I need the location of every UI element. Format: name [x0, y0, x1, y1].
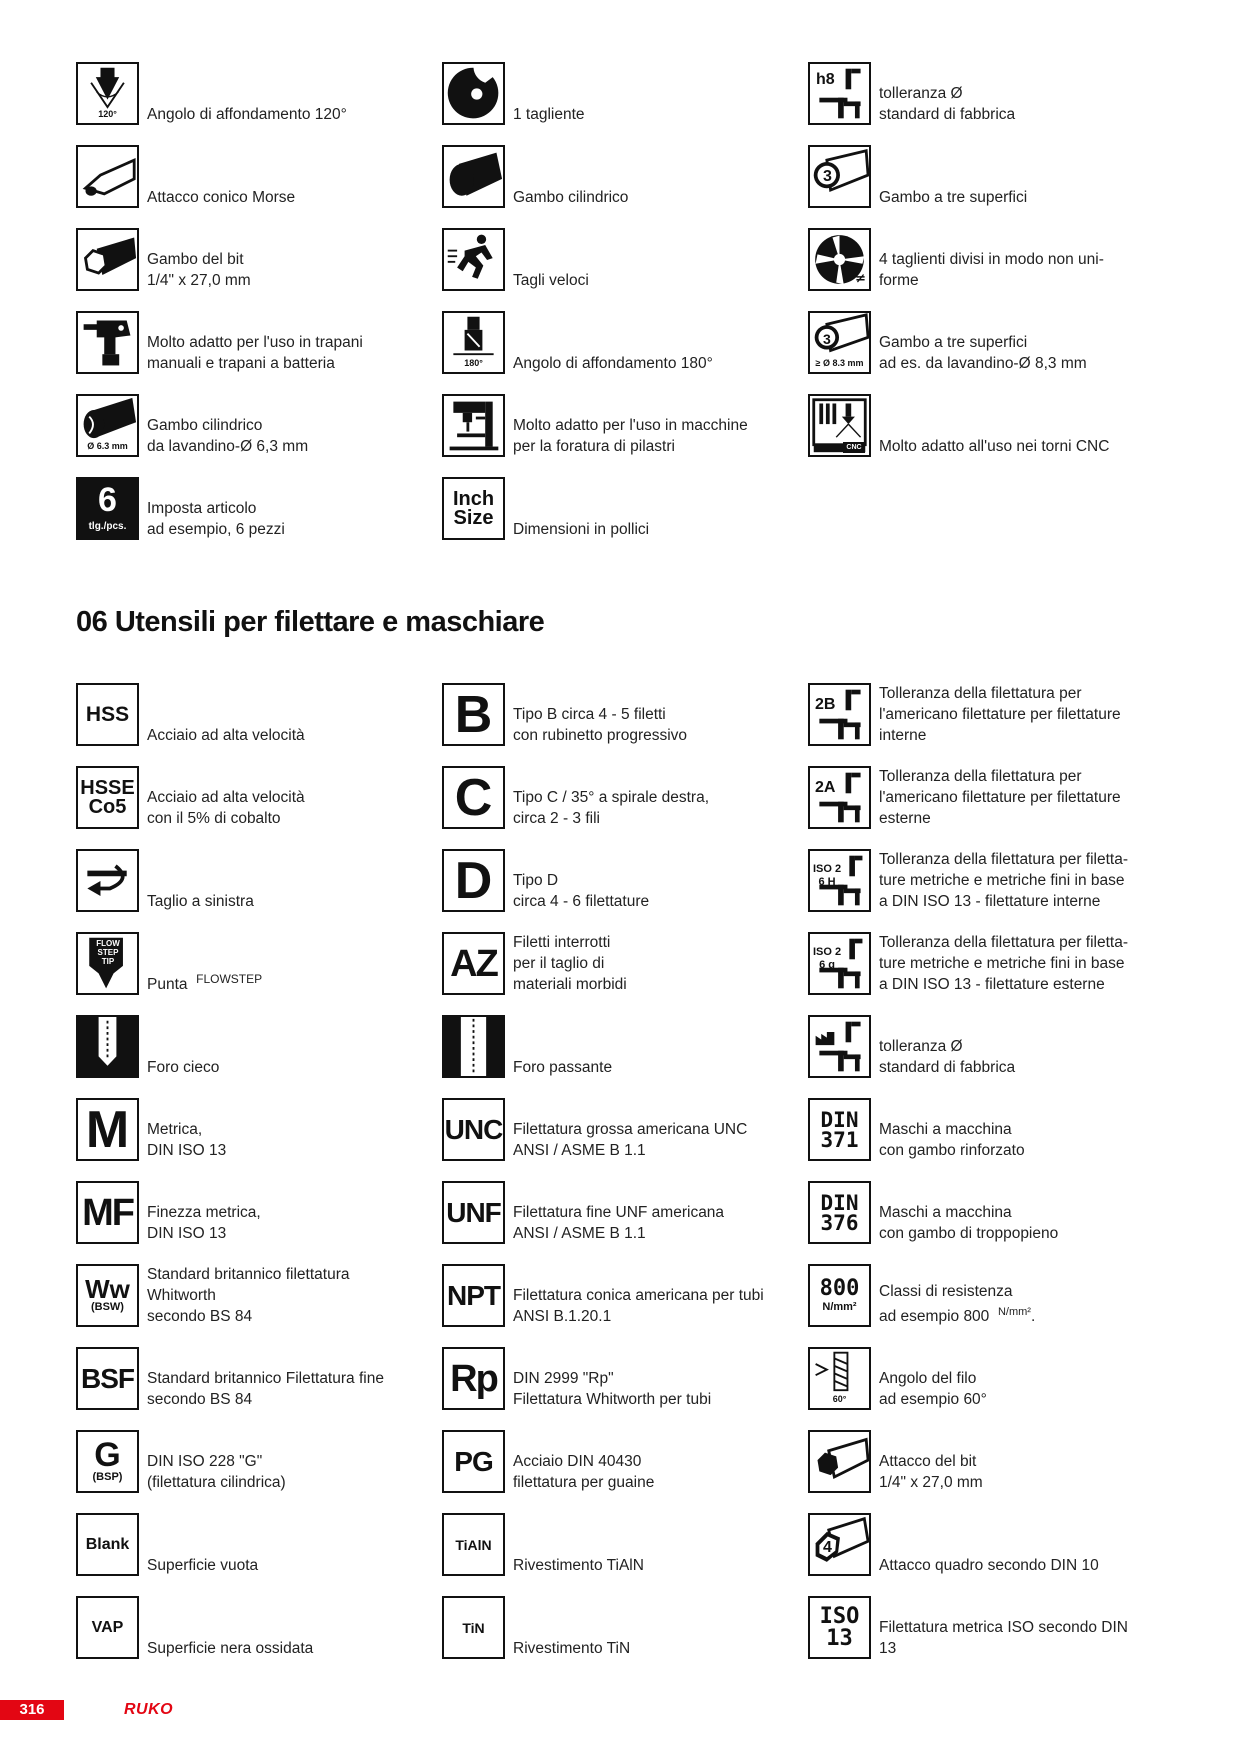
legend-item — [76, 477, 442, 560]
legend-text: Filetti interrotti per il taglio di materiali morbidi — [513, 934, 627, 993]
blank-surface-icon: Blank — [76, 1513, 139, 1576]
strength-800-icon: 800 N/mm² — [808, 1264, 871, 1327]
legend-text: Superficie nera ossidata — [147, 1640, 314, 1657]
countersink-120-icon: 120° — [76, 62, 139, 125]
legend-item — [442, 1596, 808, 1679]
factory-tolerance-icon — [808, 1015, 871, 1078]
legend-item — [76, 766, 442, 849]
thread-angle-60-icon: 60° — [808, 1347, 871, 1410]
metric-m-icon: M — [76, 1098, 139, 1161]
legend-text: Foro passante — [513, 1059, 613, 1076]
unc-icon: UNC — [442, 1098, 505, 1161]
legend-item — [76, 932, 442, 1015]
single-flute-icon — [442, 62, 505, 125]
cordless-drill-icon — [76, 311, 139, 374]
pillar-drill-icon — [442, 394, 505, 457]
legend-item — [808, 1430, 1156, 1513]
legend-item — [808, 683, 1156, 766]
legend-text: Maschi a macchina con gambo rinforzato — [879, 1121, 1025, 1159]
symbol-legend-threading — [76, 683, 1156, 1679]
legend-text: Tipo D circa 4 - 6 filettature — [513, 872, 650, 910]
legend-item — [442, 477, 808, 560]
blind-hole-icon — [76, 1015, 139, 1078]
section-title: 06 Utensili per filettare e maschiare — [76, 606, 545, 638]
legend-text: Gambo a tre superfici ad es. da lavandino-Ø 8,3 mm — [879, 334, 1087, 372]
legend-item — [442, 394, 808, 477]
legend-item — [76, 1596, 442, 1679]
legend-item — [808, 1098, 1156, 1181]
legend-item — [442, 1098, 808, 1181]
legend-text: Tipo B circa 4 - 5 filetti con rubinetto progressivo — [513, 706, 688, 744]
din-376-icon: DIN 376 — [808, 1181, 871, 1244]
svg-text:≠: ≠ — [854, 271, 866, 287]
legend-item — [76, 1181, 442, 1264]
tin-icon: TiN — [442, 1596, 505, 1659]
legend-item — [76, 1430, 442, 1513]
mf-icon: MF — [76, 1181, 139, 1244]
legend-text: Gambo del bit 1/4" x 27,0 mm — [147, 251, 251, 289]
cylindrical-shank-6-3-icon: Ø 6.3 mm — [76, 394, 139, 457]
legend-text: DIN 2999 "Rp" Filettatura Whitworth per tubi — [513, 1370, 712, 1408]
legend-item — [76, 394, 442, 477]
legend-item — [442, 849, 808, 932]
legend-text: Acciaio DIN 40430 filettatura per guaine — [513, 1453, 655, 1491]
hss-icon: HSS — [76, 683, 139, 746]
legend-item — [76, 145, 442, 228]
legend-item — [76, 849, 442, 932]
legend-text: Filettatura grossa americana UNC ANSI / ASME B 1.1 — [513, 1121, 748, 1159]
legend-text: Filettatura fine UNF americana ANSI / ASME B 1.1 — [513, 1204, 725, 1242]
legend-text: Molto adatto per l'uso in trapani manuali e trapani a batteria — [147, 334, 363, 372]
rp-icon: Rp — [442, 1347, 505, 1410]
tialn-icon: TiAlN — [442, 1513, 505, 1576]
legend-text: Standard britannico filettatura Whitworth secondo BS 84 — [147, 1266, 350, 1325]
legend-item — [442, 1181, 808, 1264]
inch-size-icon: Inch Size — [442, 477, 505, 540]
type-b-icon: B — [442, 683, 505, 746]
legend-item — [76, 228, 442, 311]
az-icon: AZ — [442, 932, 505, 995]
legend-text: Tolleranza della filettatura per filetta- ture metriche e metriche fini in base a DIN ISO 13 - filettature interne — [879, 851, 1128, 910]
legend-text: Gambo a tre superfici — [879, 189, 1028, 206]
legend-item — [76, 311, 442, 394]
legend-text: Dimensioni in pollici — [513, 521, 650, 538]
iso-13-icon: ISO 13 — [808, 1596, 871, 1659]
2b-tolerance-icon: 2B — [808, 683, 871, 746]
bsf-icon: BSF — [76, 1347, 139, 1410]
legend-item — [442, 311, 808, 394]
legend-text: Attacco quadro secondo DIN 10 — [879, 1557, 1099, 1574]
legend-text: Finezza metrica, DIN ISO 13 — [147, 1204, 261, 1242]
bit-shank-icon — [76, 228, 139, 291]
through-hole-icon — [442, 1015, 505, 1078]
legend-text: Punta $^{FLOWSTEP}$ — [147, 971, 263, 993]
legend-item — [808, 1015, 1156, 1098]
legend-text: Metrica, DIN ISO 13 — [147, 1121, 227, 1159]
legend-item — [808, 1264, 1156, 1347]
morse-taper-icon — [76, 145, 139, 208]
legend-text: Filettatura conica americana per tubi ANSI B.1.20.1 — [513, 1287, 764, 1325]
legend-text: Superficie vuota — [147, 1557, 259, 1574]
legend-item — [442, 1264, 808, 1347]
legend-text: tolleranza Ø standard di fabbrica — [879, 85, 1016, 123]
set-count-icon: 6 tlg./pcs. — [76, 477, 139, 540]
legend-text: 4 taglienti divisi in modo non uni- forme — [879, 251, 1104, 289]
left-hand-cut-icon — [76, 849, 139, 912]
legend-text: DIN ISO 228 "G" (filettatura cilindrica) — [147, 1453, 286, 1491]
type-d-icon: D — [442, 849, 505, 912]
hsse-co5-icon: HSSE Co5 — [76, 766, 139, 829]
legend-text: Attacco conico Morse — [147, 189, 296, 206]
legend-text: Maschi a macchina con gambo di troppopieno — [879, 1204, 1059, 1242]
three-flat-shank-icon: 3 — [808, 145, 871, 208]
ww-bsw-icon: Ww (BSW) — [76, 1264, 139, 1327]
legend-text: Rivestimento TiN — [513, 1640, 631, 1657]
iso2-6g-tolerance-icon: ISO 2 6 g — [808, 932, 871, 995]
square-din10-icon: 4 — [808, 1513, 871, 1576]
brand-logo: RUKO — [124, 1701, 174, 1718]
legend-item — [442, 766, 808, 849]
legend-item — [442, 1015, 808, 1098]
legend-text: Attacco del bit 1/4" x 27,0 mm — [879, 1453, 983, 1491]
legend-item — [76, 1264, 442, 1347]
legend-item — [442, 1513, 808, 1596]
legend-text: Filettatura metrica ISO secondo DIN 13 — [879, 1619, 1128, 1657]
legend-text: Gambo cilindrico da lavandino-Ø 6,3 mm — [147, 417, 309, 455]
legend-item — [808, 1347, 1156, 1430]
type-c-icon: C — [442, 766, 505, 829]
legend-text: Molto adatto per l'uso in macchine per la foratura di pilastri — [513, 417, 748, 455]
pg-icon: PG — [442, 1430, 505, 1493]
g-bsp-icon: G (BSP) — [76, 1430, 139, 1493]
unequal-flutes-icon — [808, 228, 871, 291]
runner-fast-cut-icon — [442, 228, 505, 291]
legend-item — [442, 683, 808, 766]
iso2-6h-tolerance-icon: ISO 2 6 H — [808, 849, 871, 912]
legend-text: Tolleranza della filettatura per filetta- ture metriche e metriche fini in base a DIN ISO 13 - filettature esterne — [879, 934, 1128, 993]
countersink-180-icon: 180° — [442, 311, 505, 374]
legend-item — [808, 1181, 1156, 1264]
legend-text: Imposta articolo ad esempio, 6 pezzi — [147, 500, 285, 538]
legend-item — [442, 932, 808, 1015]
legend-item — [442, 1347, 808, 1430]
unf-icon: UNF — [442, 1181, 505, 1244]
legend-item — [76, 683, 442, 766]
legend-text: tolleranza Ø standard di fabbrica — [879, 1038, 1016, 1076]
legend-item — [76, 1098, 442, 1181]
legend-item — [442, 1430, 808, 1513]
legend-item — [76, 1015, 442, 1098]
legend-text: Tolleranza della filettatura per l'americano filettature per filettature esterne — [879, 768, 1121, 827]
bit-attachment-icon — [808, 1430, 871, 1493]
legend-text: Angolo di affondamento 180° — [513, 355, 713, 372]
legend-text: Acciaio ad alta velocità con il 5% di cobalto — [147, 789, 305, 827]
legend-text: Tagli veloci — [513, 272, 589, 289]
legend-text: Classi di resistenza ad esempio 800 $^{N/mm^2}$. — [879, 1282, 1036, 1325]
legend-item — [808, 311, 1156, 394]
symbol-legend-general — [76, 62, 1156, 560]
legend-item — [442, 145, 808, 228]
legend-item — [808, 766, 1156, 849]
legend-item — [808, 228, 1156, 311]
cylindrical-shank-icon — [442, 145, 505, 208]
npt-icon: NPT — [442, 1264, 505, 1327]
legend-text: 1 tagliente — [513, 106, 585, 123]
legend-text: Standard britannico Filettatura fine secondo BS 84 — [147, 1370, 384, 1408]
legend-item — [76, 62, 442, 145]
legend-text: Tolleranza della filettatura per l'americano filettature per filettature interne — [879, 685, 1121, 744]
flowstep-tip-icon: FLOW STEP TIP — [76, 932, 139, 995]
legend-item — [808, 1596, 1156, 1679]
legend-text: Acciaio ad alta velocità — [147, 727, 305, 744]
legend-text: Angolo del filo ad esempio 60° — [879, 1370, 987, 1408]
legend-item — [442, 62, 808, 145]
2a-tolerance-icon: 2A — [808, 766, 871, 829]
legend-text: Molto adatto all'uso nei torni CNC — [879, 438, 1110, 455]
legend-item — [76, 1347, 442, 1430]
legend-item — [808, 1513, 1156, 1596]
legend-item — [442, 228, 808, 311]
legend-text: Taglio a sinistra — [147, 893, 254, 910]
legend-text: Gambo cilindrico — [513, 189, 629, 206]
legend-item — [808, 62, 1156, 145]
legend-item — [808, 932, 1156, 1015]
legend-item — [808, 394, 1156, 477]
din-371-icon: DIN 371 — [808, 1098, 871, 1161]
legend-text: Tipo C / 35° a spirale destra, circa 2 - 3 fili — [513, 789, 710, 827]
h8-tolerance-icon: h8 — [808, 62, 871, 125]
page-number: 316 — [0, 1700, 64, 1720]
cnc-lathe-icon: CNC — [808, 394, 871, 457]
three-flat-shank-8-3-icon: 3 ≥ Ø 8.3 mm — [808, 311, 871, 374]
legend-item — [808, 145, 1156, 228]
vap-icon: VAP — [76, 1596, 139, 1659]
legend-item — [808, 849, 1156, 932]
legend-text: Angolo di affondamento 120° — [147, 106, 347, 123]
legend-text: Foro cieco — [147, 1059, 220, 1076]
legend-text: Rivestimento TiAlN — [513, 1557, 644, 1574]
legend-item — [76, 1513, 442, 1596]
